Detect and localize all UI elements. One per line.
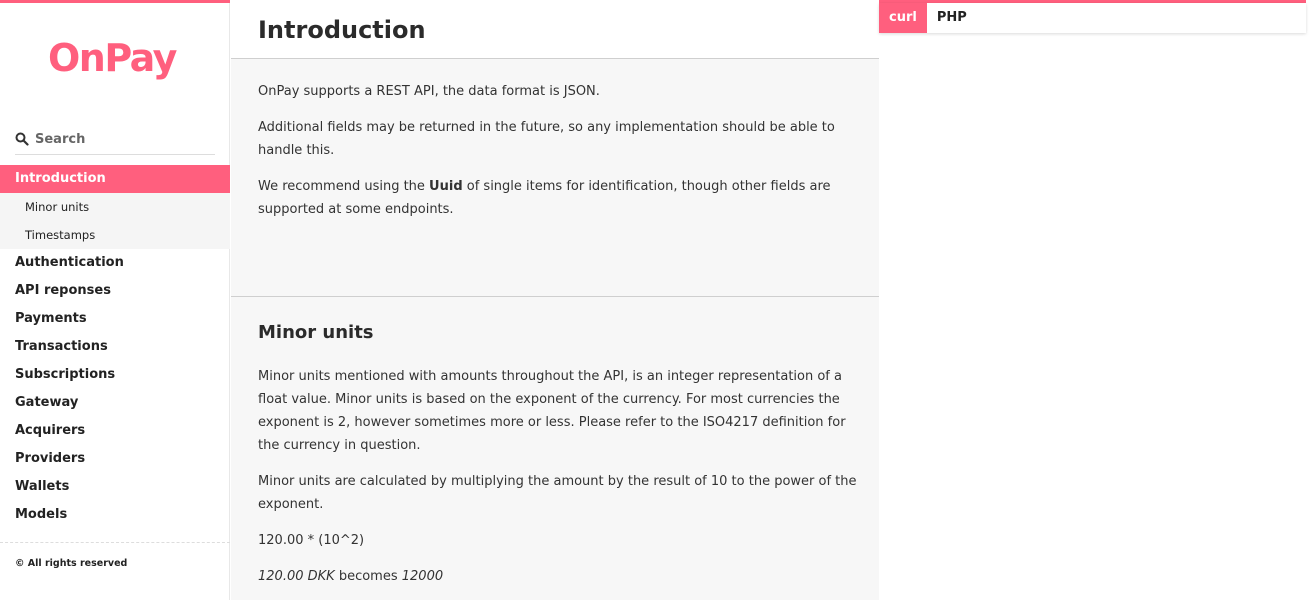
nav-item-authentication[interactable]: Authentication bbox=[15, 255, 124, 270]
intro-paragraph-3 bbox=[258, 175, 858, 221]
code-panel bbox=[879, 0, 1312, 600]
minor-units-example bbox=[258, 565, 858, 588]
example-amount: 120.00 DKK bbox=[258, 569, 335, 584]
minor-units-paragraph-1: Minor units mentioned with amounts throughout the API, is an integer representation of a float value. Minor units is based on the exponent of the currency. For most currencies the exponent is 2, however sometimes more or less. Please refer to the ISO4217 definition for the currency in question. bbox=[258, 369, 846, 453]
example-word: becomes bbox=[334, 569, 402, 584]
nav-item-providers[interactable]: Providers bbox=[15, 451, 86, 466]
nav-subitems-introduction bbox=[0, 193, 230, 249]
nav-subitem-timestamps[interactable]: Timestamps bbox=[25, 228, 96, 242]
intro-p3-text-after: of single items for identification, though other fields are supported at some endpoints. bbox=[258, 179, 831, 217]
top-accent-bar bbox=[0, 0, 230, 3]
lang-tab-curl[interactable]: curl bbox=[879, 3, 927, 33]
nav-item-acquirers[interactable]: Acquirers bbox=[15, 423, 86, 438]
nav-item-payments[interactable]: Payments bbox=[15, 311, 87, 326]
lang-tab-php[interactable]: PHP bbox=[936, 10, 967, 25]
copyright-text: © All rights reserved bbox=[15, 558, 128, 569]
search-box[interactable] bbox=[15, 128, 215, 155]
onpay-logo[interactable]: OnPay bbox=[48, 36, 176, 80]
nav-item-transactions[interactable]: Transactions bbox=[15, 339, 108, 354]
search-icon bbox=[15, 132, 29, 146]
nav-item-wallets[interactable]: Wallets bbox=[15, 479, 70, 494]
nav-item-gateway[interactable]: Gateway bbox=[15, 395, 79, 410]
nav-item-introduction[interactable]: Introduction bbox=[0, 165, 230, 193]
intro-p3-text-before: We recommend using the bbox=[258, 179, 430, 194]
intro-paragraph-2: Additional fields may be returned in the future, so any implementation should be able to handle this. bbox=[258, 120, 835, 158]
introduction-section bbox=[258, 80, 858, 234]
uuid-term: Uuid bbox=[429, 179, 463, 194]
nav-subitem-minor-units[interactable]: Minor units bbox=[25, 200, 90, 214]
intro-paragraph-1: OnPay supports a REST API, the data format is JSON. bbox=[258, 84, 600, 99]
minor-units-section bbox=[258, 322, 858, 601]
language-selector bbox=[879, 3, 1306, 33]
minor-units-formula: 120.00 * (10^2) bbox=[258, 533, 365, 548]
page-header bbox=[231, 0, 879, 59]
section-divider bbox=[231, 296, 879, 297]
minor-units-heading: Minor units bbox=[258, 322, 374, 343]
nav-item-api-reponses[interactable]: API reponses bbox=[15, 283, 111, 298]
main-content bbox=[231, 0, 879, 600]
minor-units-paragraph-2: Minor units are calculated by multiplying the amount by the result of 10 to the power of the exponent. bbox=[258, 474, 857, 512]
footer-divider bbox=[0, 542, 230, 543]
search-input[interactable] bbox=[35, 132, 205, 147]
example-result: 12000 bbox=[401, 569, 444, 584]
sidebar bbox=[0, 0, 230, 600]
nav-item-subscriptions[interactable]: Subscriptions bbox=[15, 367, 116, 382]
page-title: Introduction bbox=[258, 16, 426, 44]
nav-item-models[interactable]: Models bbox=[15, 507, 68, 522]
table-of-contents bbox=[0, 165, 230, 529]
